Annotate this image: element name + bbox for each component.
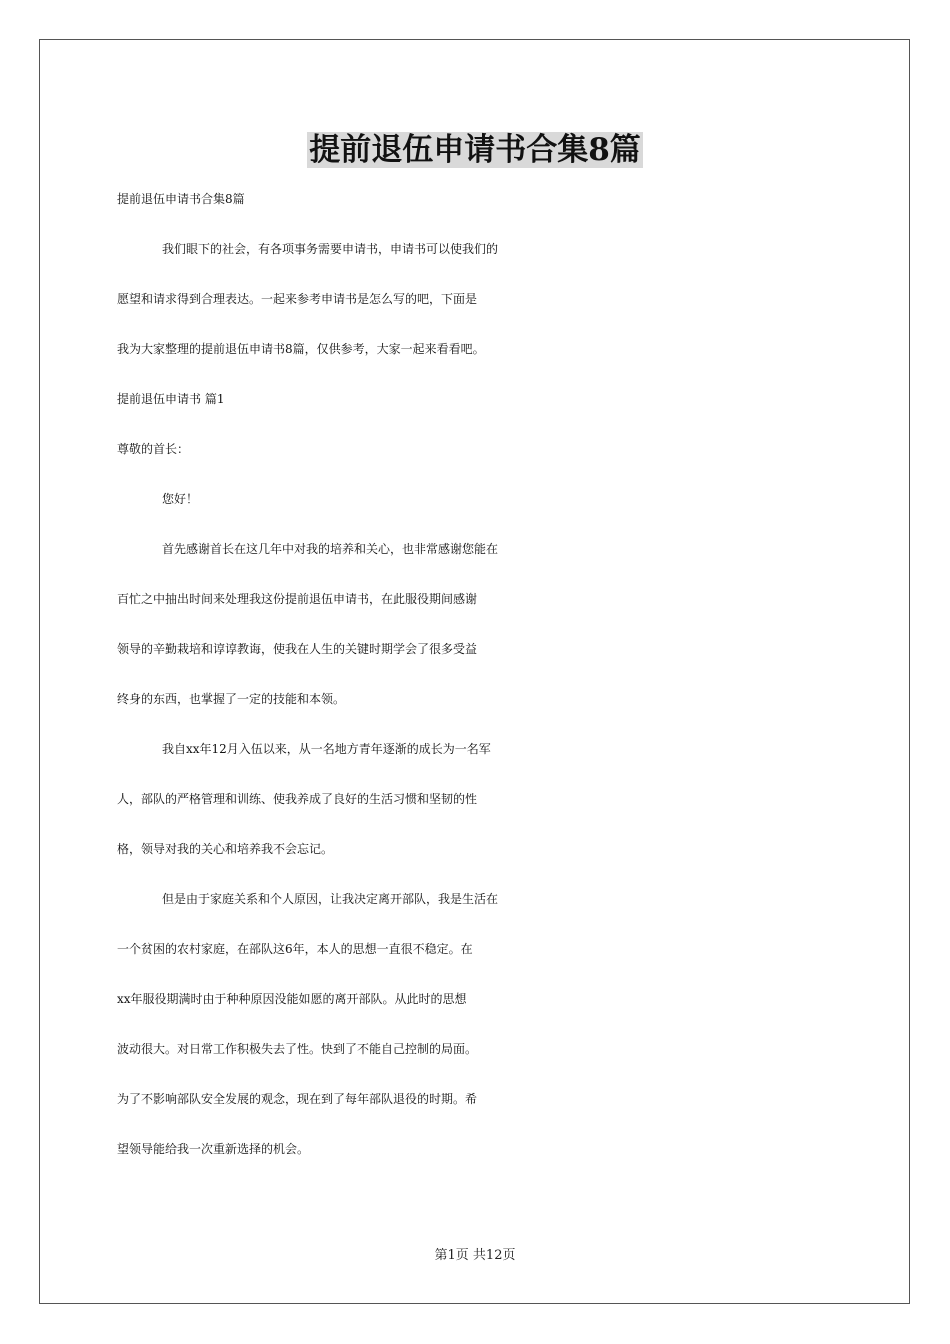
document-title: [0, 126, 950, 174]
paragraph-line: 愿望和请求得到合理表达。一起来参考申请书是怎么写的吧，下面是: [117, 292, 478, 306]
paragraph-line: 人，部队的严格管理和训练、使我养成了良好的生活习惯和坚韧的性: [117, 792, 478, 806]
document-title-text: 提前退伍申请书合集8篇: [309, 132, 641, 168]
paragraph-line: 我们眼下的社会，有各项事务需要申请书，申请书可以使我们的: [162, 242, 499, 256]
paragraph-line: 领导的辛勤栽培和谆谆教诲，使我在人生的关键时期学会了很多受益: [117, 642, 478, 656]
paragraph-line: 格，领导对我的关心和培养我不会忘记。: [117, 842, 334, 856]
paragraph-line: 首先感谢首长在这几年中对我的培养和关心，也非常感谢您能在: [162, 542, 499, 556]
page-number: 第1页 共12页: [434, 1248, 516, 1263]
paragraph-line: 我为大家整理的提前退伍申请书8篇，仅供参考，大家一起来看看吧。: [117, 342, 485, 356]
paragraph-line: 望领导能给我一次重新选择的机会。: [117, 1142, 310, 1156]
paragraph-line: 一个贫困的农村家庭，在部队这6年，本人的思想一直很不稳定。在: [117, 942, 473, 956]
paragraph-line: 终身的东西，也掌握了一定的技能和本领。: [117, 692, 346, 706]
document-subtitle: 提前退伍申请书合集8篇: [117, 192, 245, 206]
greeting: 您好！: [162, 492, 199, 506]
paragraph-line: xx年服役期满时由于种种原因没能如愿的离开部队。从此时的思想: [117, 992, 467, 1006]
section-heading: 提前退伍申请书 篇1: [117, 392, 225, 406]
paragraph-line: 为了不影响部队安全发展的观念，现在到了每年部队退役的时期。希: [117, 1092, 478, 1106]
paragraph-line: 波动很大。对日常工作积极失去了性。快到了不能自己控制的局面。: [117, 1042, 478, 1056]
paragraph-line: 我自xx年12月入伍以来，从一名地方青年逐渐的成长为一名军: [162, 742, 491, 756]
salutation: 尊敬的首长：: [117, 442, 190, 456]
page-frame: [39, 39, 910, 1304]
paragraph-line: 但是由于家庭关系和个人原因，让我决定离开部队，我是生活在: [162, 892, 499, 906]
paragraph-line: 百忙之中抽出时间来处理我这份提前退伍申请书，在此服役期间感谢: [117, 592, 478, 606]
